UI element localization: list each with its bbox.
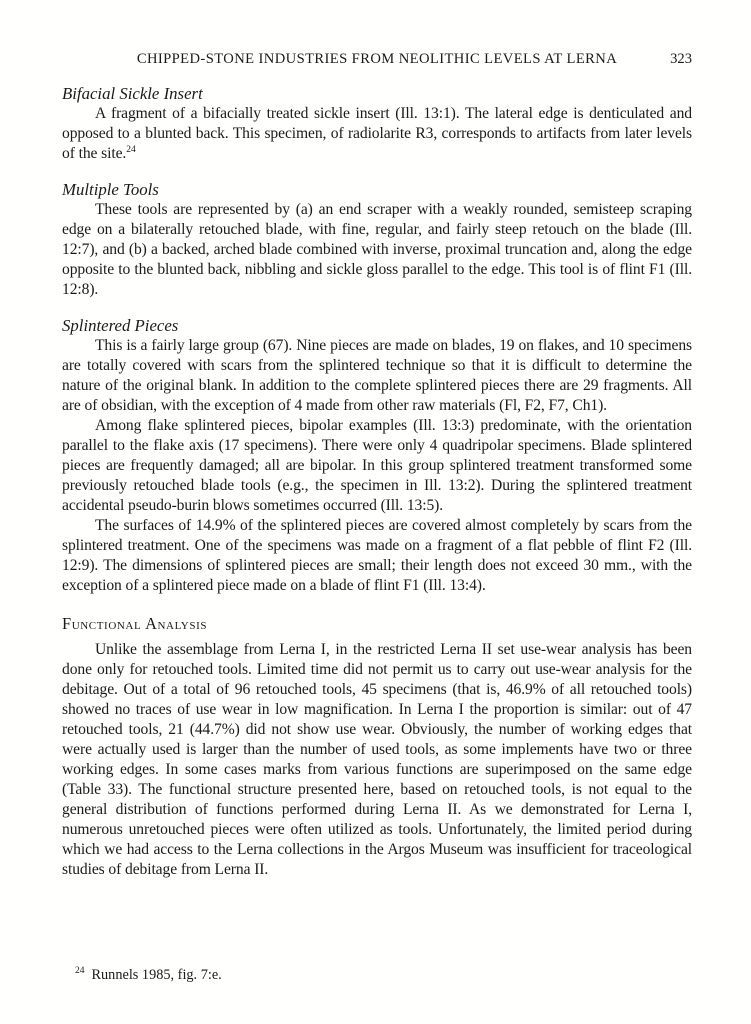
paragraph-splintered-pieces-2 <box>62 416 692 516</box>
running-head <box>62 50 692 68</box>
footnote-marker: 24 <box>75 966 85 977</box>
running-head-title: CHIPPED-STONE INDUSTRIES FROM NEOLITHIC LEVELS AT LERNA <box>136 51 618 67</box>
footnote-reference-24: 24 <box>126 144 136 155</box>
paragraph-functional-analysis <box>62 640 692 880</box>
footnote <box>75 966 675 984</box>
paragraph-text: These tools are represented by (a) an end scraper with a weakly rounded, semisteep scraping edge on a bilaterally retouched blade, with fine, regular, and fairly steep retouch on the blade (Ill. 12:7), and (b) a backed, arched blade combined with inverse, proximal truncation and, along the edge opposite to the blunted back, nibbling and sickle gloss parallel to the edge. This tool is of flint F1 (Ill. 12:8). <box>62 201 692 298</box>
section-heading-multiple-tools: Multiple Tools <box>62 180 159 199</box>
paragraph-splintered-pieces-3 <box>62 516 692 596</box>
section-heading-bifacial-sickle-insert: Bifacial Sickle Insert <box>62 84 203 103</box>
paragraph-text: A fragment of a bifacially treated sickle insert (Ill. 13:1). The lateral edge is denticulated and opposed to a blunted back. This specimen, of radiolarite R3, corresponds to artifacts from later levels of the site. <box>62 105 692 162</box>
paragraph-text: The surfaces of 14.9% of the splintered pieces are covered almost completely by scars from the splintered treatment. One of the specimens was made on a fragment of a flat pebble of flint F2 (Ill. 12:9). The dimensions of splintered pieces are small; their length does not exceed 30 mm., with the exception of a splintered piece made on a blade of flint F1 (Ill. 13:4). <box>62 517 692 594</box>
page-number: 323 <box>670 51 692 67</box>
paragraph-text: This is a fairly large group (67). Nine pieces are made on blades, 19 on flakes, and 10 specimens are totally covered with scars from the splintered technique so that it is difficult to determine the nature of the original blank. In addition to the complete splintered pieces there are 29 fragments. All are of obsidian, with the exception of 4 made from other raw materials (Fl, F2, F7, Ch1). <box>62 337 692 414</box>
paragraph-multiple-tools <box>62 200 692 300</box>
section-heading-splintered-pieces: Splintered Pieces <box>62 316 179 335</box>
paragraph-text: Unlike the assemblage from Lerna I, in the restricted Lerna II set use-wear analysis has been done only for retouched tools. Limited time did not permit us to carry out use-wear analysis for the debitage. Out of a total of 96 retouched tools, 45 specimens (that is, 46.9% of all retouched tools) showed no traces of use wear in low magnification. In Lerna I the proportion is similar: out of 47 retouched tools, 21 (44.7%) did not show use wear. Obviously, the number of working edges that were actually used is larger than the number of used tools, as some implements have two or three working edges. In some cases marks from various functions are superimposed on the same edge (Table 33). The functional structure presented here, based on retouched tools, is not equal to the general distribution of functions performed during Lerna II. As we demonstrated for Lerna I, numerous unretouched pieces were often utilized as tools. Unfortunately, the limited period during which we had access to the Lerna collections in the Argos Museum was insufficient for traceological studies of debitage from Lerna II. <box>62 641 692 878</box>
section-heading-functional-analysis: Functional Analysis <box>62 614 208 633</box>
paragraph-bifacial-sickle-insert <box>62 104 692 164</box>
paragraph-splintered-pieces-1 <box>62 336 692 416</box>
text-column <box>62 50 692 880</box>
footnote-text: Runnels 1985, fig. 7:e. <box>91 967 222 983</box>
paragraph-text: Among flake splintered pieces, bipolar examples (Ill. 13:3) predominate, with the orientation parallel to the flake axis (17 specimens). There were only 4 quadripolar specimens. Blade splintered pieces are frequently damaged; all are bipolar. In this group splintered treatment transformed some previously retouched blade tools (e.g., the specimen in Ill. 13:2). During the splintered treatment accidental pseudo-burin blows sometimes occurred (Ill. 13:5). <box>62 417 692 514</box>
